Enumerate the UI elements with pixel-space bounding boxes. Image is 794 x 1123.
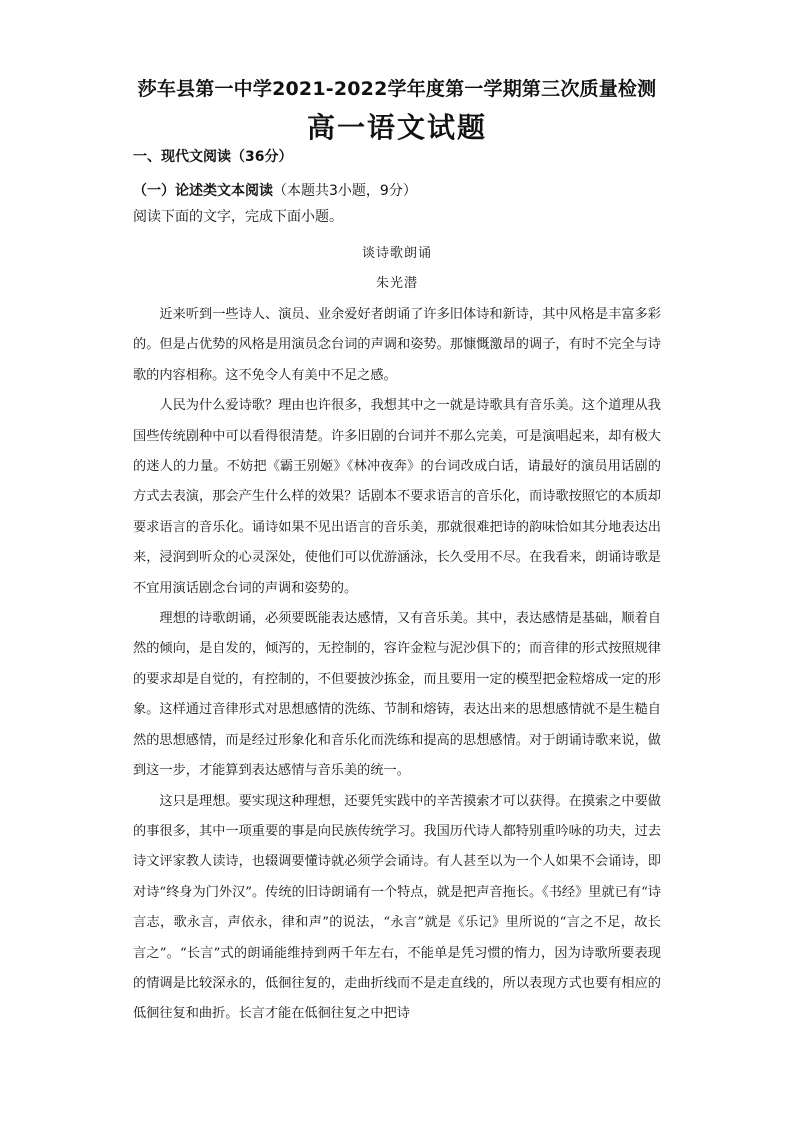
section-heading: 一、现代文阅读（36分） xyxy=(133,149,293,165)
sub-section-name: （一）论述类文本阅读 xyxy=(133,183,273,199)
article-paragraph-1: 近来听到一些诗人、演员、业余爱好者朗诵了许多旧体诗和新诗，其中风格是丰富多彩的。但是占优势的风格是用演员念台词的声调和姿势。那慷慨激昂的调子，有时不完全与诗歌的内容相称。这不免令人有美中不足之感。 xyxy=(133,307,661,383)
article-title: 谈诗歌朗诵 xyxy=(361,246,432,261)
sub-section-heading xyxy=(133,180,417,200)
article-paragraph-4: 这只是理想。要实现这种理想，还要凭实践中的辛苦摸索才可以获得。在摸索之中要做的事很多，其中一项重要的事是向民族传统学习。我国历代诗人都特别重吟咏的功夫，过去诗文评家教人读诗，也辍调要懂诗就必须学会诵诗。有人甚至以为一个人如果不会诵诗，即对诗“终身为门外汉”。传统的旧诗朗诵有一个特点，就是把声音拖长。《书经》里就已有“诗言志，歌永言，声依永，律和声”的说法，“永言”就是《乐记》里所说的“言之不足，故长言之”。“长言”式的朗诵能维持到两千年左右，不能单是凭习惯的惰力，因为诗歌所要表现的情调是比较深永的，低徊往复的，走曲折线而不是走直线的，所以表现方式也要有相应的低徊往复和曲折。长言才能在低徊往复之中把诗 xyxy=(133,793,661,1022)
exam-paper-title: 高一语文试题 xyxy=(306,111,487,144)
article-paragraph-3: 理想的诗歌朗诵，必须要既能表达感情，又有音乐美。其中，表达感情是基础，顺着自然的倾向，是自发的，倾泻的，无控制的，容许金粒与泥沙俱下的；而音律的形式按照规律的要求却是自觉的，有控制的，不但要披沙拣金，而且要用一定的模型把金粒熔成一定的形象。这样通过音律形式对思想感情的洗练、节制和熔铸，表达出来的思想感情就不是生糙自然的思想感情，而是经过形象化和音乐化而洗练和提高的思想感情。对于朗诵诗歌来说，做到这一步，才能算到表达感情与音乐美的统一。 xyxy=(133,611,661,779)
school-exam-title: 莎车县第一中学2021-2022学年度第一学期第三次质量检测 xyxy=(137,78,657,100)
reading-instruction: 阅读下面的文字，完成下面小题。 xyxy=(133,209,343,225)
article-paragraph-2: 人民为什么爱诗歌？理由也许很多，我想其中之一就是诗歌具有音乐美。这个道理从我国些传统剧种中可以看得很清楚。许多旧剧的台词并不那么完美，可是演唱起来，却有极大的迷人的力量。不妨把《霸王别姬》《林冲夜奔》的台词改成白话，请最好的演员用话剧的方式去表演，那会产生什么样的效果？话剧本不要求语言的音乐化，而诗歌按照它的本质却要求语言的音乐化。诵诗如果不见出语言的音乐美，那就很难把诗的韵味恰如其分地表达出来，浸润到听众的心灵深处，使他们可以优游涵泳，长久受用不尽。在我看来，朗诵诗歌是不宜用演话剧念台词的声调和姿势的。 xyxy=(133,398,661,596)
article-author: 朱光潜 xyxy=(375,276,418,291)
sub-section-note: （本题共3小题，9分） xyxy=(273,183,417,199)
article-body xyxy=(133,300,661,1030)
